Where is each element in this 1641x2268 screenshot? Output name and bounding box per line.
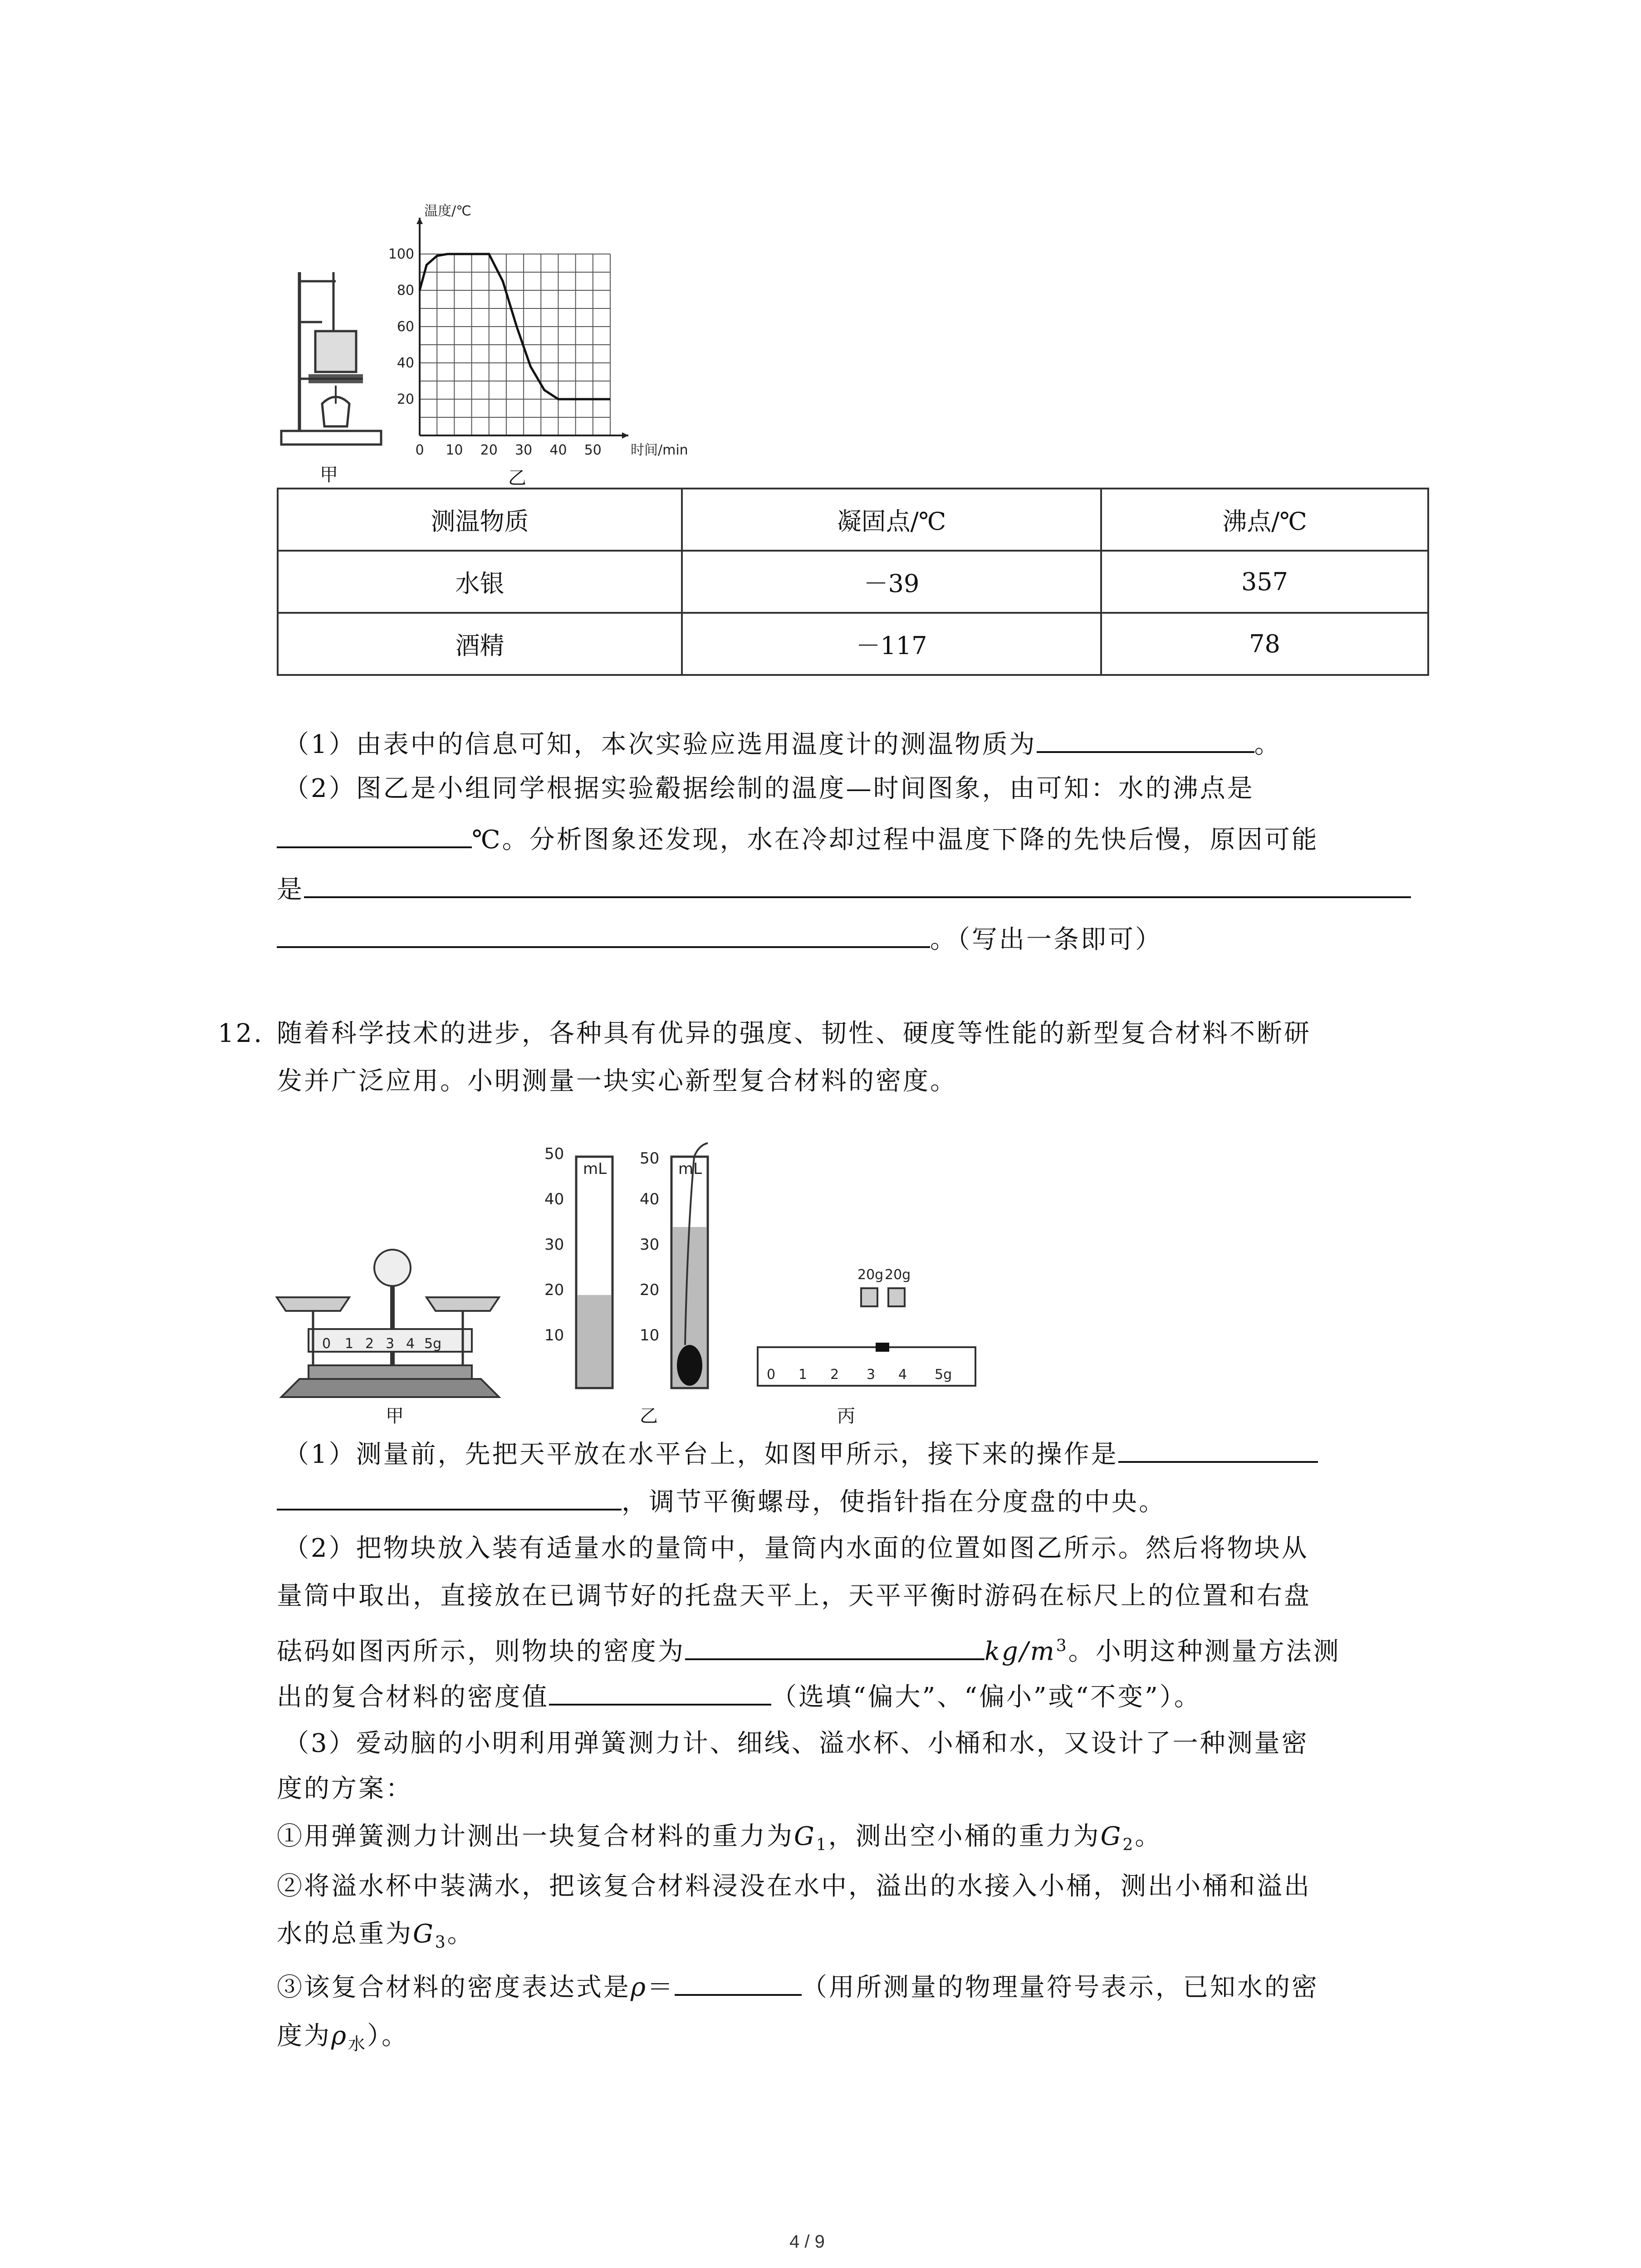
caption-yi: 乙 (640, 1406, 658, 1427)
q11-part2-label: 是 (277, 875, 304, 904)
balance-tick-4: 4 (406, 1336, 415, 1352)
y-tick-label: 100 (388, 246, 414, 262)
q12-part2-text2: 出的复合材料的密度值 (277, 1682, 549, 1712)
q12-intro-line1: 随着科学技术的进步，各种具有优异的强度、韧性、硬度等性能的新型复合材料不断研 (277, 1019, 1311, 1048)
cylinder-figure (526, 1143, 744, 1397)
q12-step3-line1 (277, 1969, 1319, 2005)
symbol-sub-water: 水 (348, 2034, 367, 2054)
ml-label-right: mL (678, 1160, 702, 1178)
x-axis-arrow (622, 432, 628, 439)
balance-figure (272, 1243, 508, 1406)
scale-tick: 3 (867, 1367, 876, 1383)
q12-part3-line2: 度的方案： (277, 1774, 413, 1804)
cyl-tick: 10 (544, 1326, 564, 1344)
table-cell: 357 (1101, 551, 1428, 613)
symbol-g: G (413, 1919, 435, 1949)
cyl-tick: 20 (640, 1281, 660, 1299)
q11-part2-line4 (277, 921, 1162, 958)
q12-step2-line1: ②将溢水杯中装满水，把该复合材料浸没在水中，溢出的水接入小桶，测出小桶和溢出 (277, 1872, 1311, 1901)
q11-part2-line1: （2）图乙是小组同学根据实验觳据绘制的温度—时间图象，由可知：水的沸点是 (284, 774, 1254, 803)
q12-part2-tail: 。小明这种测量方法测 (1068, 1637, 1341, 1667)
table-cell: －39 (682, 551, 1101, 613)
x-tick-label: 10 (446, 442, 463, 458)
table-cell: －117 (682, 613, 1101, 675)
q12-step3-line2 (277, 2019, 409, 2062)
density-unit-exp: 3 (1056, 1637, 1068, 1655)
table-cell: 酒精 (278, 613, 682, 675)
heating-apparatus-figure (272, 254, 390, 454)
symbol-sub: 3 (435, 1933, 447, 1952)
balance-tick-3: 3 (386, 1336, 395, 1352)
q12-part2-line2: 量筒中取出，直接放在已调节好的托盘天平上，天平平衡时游码在标尺上的位置和右盘 (277, 1581, 1311, 1611)
y-axis-label: 温度/℃ (424, 203, 471, 219)
q12-number: 12. (218, 1019, 264, 1048)
balance-tick-1: 1 (345, 1336, 354, 1352)
cyl-tick: 40 (640, 1190, 660, 1208)
caption-jia-top: 甲 (320, 464, 338, 485)
step1-text: ①用弹簧测力计测出一块复合材料的重力为 (277, 1822, 794, 1851)
ml-label-left: mL (583, 1160, 607, 1178)
cyl-tick: 30 (544, 1236, 564, 1254)
cyl-tick: 10 (640, 1326, 660, 1344)
symbol-sub: 2 (1122, 1836, 1135, 1855)
caption-jia: 甲 (386, 1406, 404, 1427)
answer-blank[interactable] (304, 871, 1411, 898)
symbol-g: G (794, 1822, 816, 1851)
symbol-g: G (1100, 1822, 1123, 1851)
symbol-sub: 1 (816, 1836, 828, 1855)
answer-blank[interactable] (1037, 726, 1254, 753)
table-header-cell: 沸点/℃ (1101, 489, 1428, 551)
temperature-time-chart (383, 203, 710, 467)
y-axis-arrow (416, 218, 423, 224)
q12-part3-line1: （3）爱动脑的小明利用弹簧测力计、细线、溢水杯、小桶和水，又设计了一种测量密 (284, 1729, 1309, 1758)
q11-part1-end: 。 (1254, 730, 1282, 759)
table-row (278, 551, 1428, 613)
answer-blank[interactable] (549, 1678, 771, 1706)
x-tick-label: 30 (514, 442, 533, 458)
scale-tick: 2 (830, 1367, 839, 1383)
q12-part2-line3 (277, 1628, 1341, 1670)
y-tick-label: 60 (397, 319, 414, 335)
answer-blank[interactable] (277, 921, 930, 948)
q12-part1-line2 (277, 1483, 1166, 1520)
q12-intro-line2: 发并广泛应用。小明测量一块实心新型复合材料的密度。 (277, 1066, 957, 1096)
y-tick-label: 40 (397, 355, 414, 371)
caption-yi-top: 乙 (508, 468, 526, 489)
step2-text: 水的总重为 (277, 1919, 413, 1949)
answer-blank[interactable] (675, 1969, 802, 1996)
weight-label: 20g (885, 1267, 911, 1283)
q11-part2-line2 (277, 821, 1319, 858)
substance-table (277, 488, 1429, 676)
y-tick-label: 20 (397, 391, 414, 407)
weight-label: 20g (857, 1267, 884, 1283)
table-header-cell: 测温物质 (278, 489, 682, 551)
x-tick-label: 40 (549, 442, 567, 458)
cyl-tick: 30 (640, 1236, 660, 1254)
q11-part1 (284, 726, 1282, 763)
answer-blank[interactable] (277, 821, 472, 848)
q11-part2-tail: 。（写出一条即可） (930, 925, 1162, 954)
step3-text2: （用所测量的物理量符号表示，已知水的密 (801, 1973, 1319, 2002)
q12-part1-line1 (284, 1436, 1318, 1472)
weights-scale-figure (753, 1266, 980, 1402)
q12-step2-line2 (277, 1916, 475, 1960)
q12-step1 (277, 1819, 1162, 1863)
x-tick-label: 50 (584, 442, 602, 458)
step3-text: ③该复合材料的密度表达式是 (277, 1973, 631, 2002)
table-cell: 水银 (278, 551, 682, 613)
symbol-rho: ρ (331, 2021, 348, 2051)
cyl-tick: 50 (640, 1149, 660, 1168)
cyl-tick: 20 (544, 1281, 564, 1299)
scale-tick: 0 (767, 1367, 776, 1383)
q12-part1-text: （1）测量前，先把天平放在水平台上，如图甲所示，接下来的操作是 (284, 1440, 1118, 1469)
step2-end: 。 (447, 1919, 475, 1949)
caption-bing: 丙 (837, 1406, 855, 1427)
page-number: 4 / 9 (789, 2232, 825, 2252)
x-axis-label: 时间/min (631, 442, 688, 458)
y-tick-label: 80 (397, 283, 414, 298)
x-tick-label: 0 (415, 442, 424, 458)
answer-blank[interactable] (1118, 1436, 1318, 1463)
q12-part2-line4 (277, 1678, 1201, 1715)
equals-sign: ＝ (647, 1973, 675, 2002)
balance-tick-5: 5g (424, 1336, 442, 1352)
table-header-row (278, 489, 1428, 551)
scale-tick: 4 (898, 1367, 907, 1383)
answer-blank[interactable] (685, 1633, 985, 1660)
x-tick-label: 20 (480, 442, 498, 458)
table-header-cell: 凝固点/℃ (682, 489, 1101, 551)
step3-text3: 度为 (277, 2021, 331, 2051)
balance-tick-0: 0 (322, 1336, 331, 1352)
density-unit: kg/m (985, 1637, 1056, 1667)
q11-part2-text: ℃。分析图象还发现，水在冷却过程中温度下降的先快后慢，原因可能 (472, 825, 1319, 855)
step3-end: ）。 (367, 2021, 409, 2051)
step1-text2: ，测出空小桶的重力为 (828, 1822, 1101, 1851)
cyl-tick: 50 (544, 1145, 564, 1163)
q12-part1-tail: ，调节平衡螺母，使指针指在分度盘的中央。 (622, 1487, 1166, 1517)
balance-tick-2: 2 (365, 1336, 374, 1352)
cyl-tick: 40 (544, 1190, 564, 1208)
table-cell: 78 (1101, 613, 1428, 675)
symbol-rho: ρ (631, 1973, 647, 2002)
step1-end: 。 (1135, 1822, 1162, 1851)
q11-part2-line3 (277, 871, 1411, 908)
table-row (278, 613, 1428, 675)
q12-part2-text: 砝码如图丙所示，则物块的密度为 (277, 1637, 685, 1667)
q11-part1-text: （1）由表中的信息可知，本次实验应选用温度计的测温物质为 (284, 730, 1037, 759)
answer-blank[interactable] (277, 1483, 622, 1510)
scale-tick: 1 (798, 1367, 808, 1383)
scale-tick: 5g (935, 1367, 952, 1383)
q12-part2-tail2: （选填“偏大”、“偏小”或“不变”）。 (771, 1682, 1201, 1712)
q12-part2-line1: （2）把物块放入装有适量水的量筒中，量筒内水面的位置如图乙所示。然后将物块从 (284, 1534, 1309, 1563)
